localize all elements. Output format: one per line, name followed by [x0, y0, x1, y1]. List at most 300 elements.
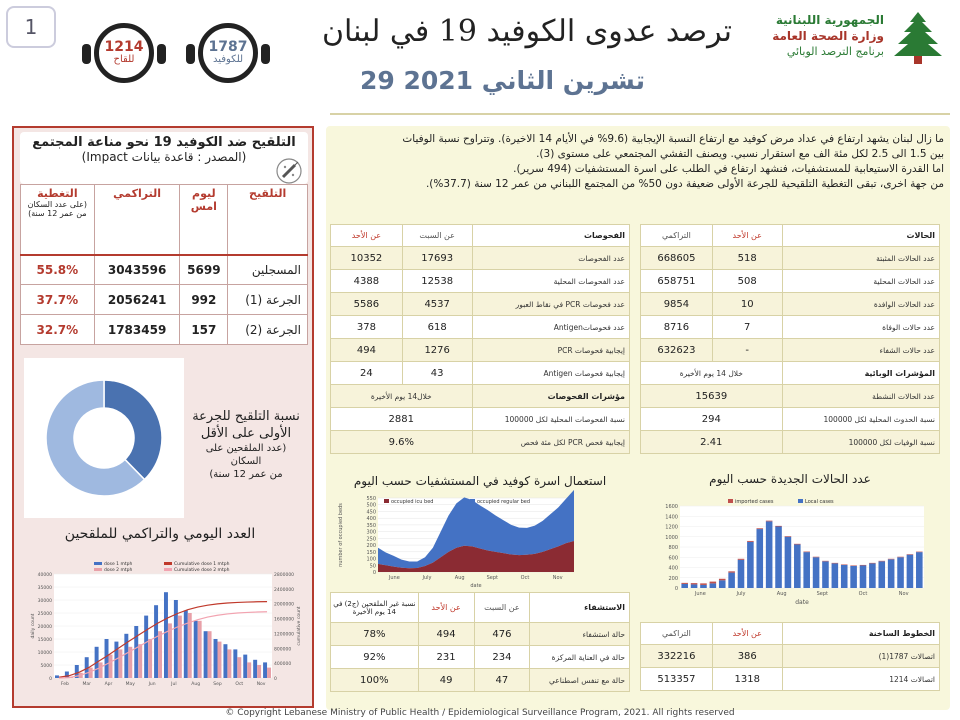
donut-caption-line: نسبة التلقيح للجرعة [192, 409, 300, 424]
bar-local-cases [756, 529, 763, 588]
bar-dose-2 [227, 649, 231, 678]
y-axis-label: number of occupied beds [338, 503, 344, 567]
bar-imported-cases [719, 579, 726, 581]
x-tick-label: Oct [235, 682, 244, 687]
sat-value: 12538 [402, 270, 472, 293]
table-row [331, 408, 630, 431]
y2-axis-label: cumulative count [297, 606, 302, 646]
bar-imported-cases [766, 521, 773, 522]
bar-imported-cases [756, 528, 763, 529]
page-number: 1 [6, 6, 56, 48]
bar-dose-1 [154, 605, 158, 678]
bar-local-cases [747, 542, 754, 588]
table-header-row [331, 225, 630, 247]
bar-local-cases [822, 561, 829, 588]
sat-value: 618 [402, 316, 472, 339]
ministry-line-3: برنامج الترصد الوبائي [786, 45, 884, 58]
bar-dose-1 [263, 662, 267, 678]
table-row [331, 669, 630, 692]
hospitalization-table [330, 592, 630, 692]
x-tick-label: Jun [148, 682, 156, 687]
x-tick-label: July [736, 591, 746, 597]
y-tick-label: 25000 [37, 612, 52, 617]
bar-local-cases [813, 557, 820, 588]
legend-swatch [164, 568, 172, 571]
copyright: © Copyright Lebanese Ministry of Public Health / Epidemiological Surveillance Program, 2021. All rights reserved [225, 708, 735, 718]
cumulative-value: 2056241 [94, 285, 180, 315]
indicator-value: 15639 [641, 385, 783, 408]
syringe-icon [276, 158, 302, 184]
bar-imported-cases [897, 557, 904, 558]
bar-imported-cases [710, 582, 717, 584]
legend-label: Cumulative dose 2 mtph [174, 568, 230, 573]
cedar-logo-icon [892, 10, 944, 66]
column-header: عن الأحد [712, 225, 782, 247]
table-row [641, 645, 940, 668]
y-tick-label: 300 [366, 529, 376, 536]
bar-local-cases [691, 584, 698, 588]
bar-local-cases [888, 559, 895, 588]
bar-dose-1 [55, 675, 59, 678]
y-tick-label: 40000 [37, 573, 52, 578]
x-tick-label: Oct [858, 591, 868, 597]
sat-value: 476 [474, 623, 530, 646]
sat-value: 234 [474, 646, 530, 669]
bar-dose-1 [134, 626, 138, 678]
bar-local-cases [897, 557, 904, 588]
report-date: 29 تشرين الثاني 2021 [360, 66, 645, 95]
ministry-name [772, 12, 884, 60]
x-tick-label: June [388, 575, 400, 581]
ministry-line-1: الجمهورية اللبنانية [775, 13, 884, 27]
column-header: عن السبت [402, 225, 472, 247]
sat-value: 17693 [402, 247, 472, 270]
bar-imported-cases [822, 561, 829, 562]
total-value: 668605 [641, 247, 713, 270]
bar-local-cases [916, 552, 923, 588]
row-label: المسجلين [228, 255, 308, 285]
bar-imported-cases [728, 571, 735, 572]
headset-icon [198, 23, 258, 83]
bar-dose-1 [105, 639, 109, 678]
column-header: عن الأحد [712, 623, 782, 645]
header-divider [330, 113, 950, 115]
bar-dose-1 [253, 660, 257, 678]
daily-vaccination-chart [28, 560, 304, 698]
y-tick-label: 50 [369, 563, 376, 570]
x-tick-label: Apr [104, 682, 113, 687]
table-row [331, 293, 630, 316]
indicators-header-row [641, 362, 940, 385]
x-tick-label: Nov [898, 591, 909, 597]
sat-value: 47 [474, 669, 530, 692]
sun-value: 494 [418, 623, 474, 646]
vaccination-header [20, 132, 308, 184]
total-value: 513357 [641, 668, 713, 691]
x-tick-label: Oct [520, 575, 530, 581]
row-label: حالة استشفاء [530, 623, 630, 646]
bar-dose-2 [267, 668, 271, 678]
row-label: عدد الفحوصات [472, 247, 629, 270]
table-row [331, 316, 630, 339]
pct-value: 100% [331, 669, 419, 692]
total-value: 658751 [641, 270, 713, 293]
bar-imported-cases [747, 541, 754, 542]
bar-imported-cases [813, 557, 820, 558]
bar-local-cases [803, 552, 810, 588]
table-header-row [641, 623, 940, 645]
bar-dose-1 [174, 600, 178, 678]
vaccine-hotline-label: للقاح [113, 54, 135, 65]
indicator-value: 2.41 [641, 431, 783, 454]
bar-imported-cases [850, 565, 857, 566]
vaccine-hotline-badge [82, 20, 166, 86]
daily-value: 5699 [180, 255, 228, 285]
legend-label: occupied regular bed [477, 499, 531, 505]
cumulative-value: 1783459 [94, 315, 180, 345]
bar-imported-cases [907, 554, 914, 555]
daily-value: 992 [180, 285, 228, 315]
bar-dose-2 [218, 642, 222, 678]
today-value: 386 [712, 645, 782, 668]
column-header: عن الأحد [331, 225, 403, 247]
cumulative-value: 3043596 [94, 255, 180, 285]
summary-line: اما القدرة الاستيعابية للمستشفيات، فنشهد ارتفاع في الطلب على اسرة المستشفيات (494 سرير). [513, 163, 944, 175]
y2-tick-label: 1200000 [274, 632, 295, 638]
vaccination-title: التلقيح ضد الكوفيد 19 نحو مناعة المجتمع [32, 135, 296, 150]
row-label: إيجابية فحص PCR لكل مئة فحص [472, 431, 629, 454]
donut-slice [104, 380, 162, 480]
bar-dose-2 [118, 649, 122, 678]
table-header-row [641, 225, 940, 247]
table-header-row [21, 185, 308, 255]
row-label: عدد فحوصات PCR في نقاط العبور [472, 293, 629, 316]
table-header-row [331, 593, 630, 623]
x-tick-label: Nov [552, 575, 563, 581]
table-row [331, 247, 630, 270]
y-tick-label: 5000 [40, 664, 52, 669]
column-header: التراكمي [641, 623, 713, 645]
vaccination-table [20, 184, 308, 345]
x-tick-label: May [125, 682, 135, 687]
bar-dose-1 [194, 621, 198, 678]
y-tick-label: 100 [366, 556, 376, 563]
bar-local-cases [681, 584, 688, 588]
bar-dose-1 [204, 631, 208, 678]
table-row [331, 431, 630, 454]
legend-label: Cumulative dose 1 mtph [174, 562, 230, 567]
bar-imported-cases [738, 559, 745, 560]
sun-value: 49 [418, 669, 474, 692]
indicators-title: مؤشرات الفحوصات [472, 385, 629, 408]
today-value: 1318 [712, 668, 782, 691]
summary-line: ما زال لبنان يشهد ارتفاع في عداد مرض كوفيد مع ارتفاع النسبة الإيجابية (9.6% في الأيام 14 الاخيرة). وتتراوح نسبة الوفيات [402, 133, 944, 145]
sun-value: 24 [331, 362, 403, 385]
bar-dose-2 [158, 631, 162, 678]
sun-value: 5586 [331, 293, 403, 316]
x-tick-label: Sept [816, 591, 829, 597]
column-header: الخطوط الساخنة [782, 623, 939, 645]
bar-dose-1 [214, 639, 218, 678]
column-header: الحالات [782, 225, 939, 247]
bar-imported-cases [794, 544, 801, 545]
bar-imported-cases [803, 552, 810, 553]
y-tick-label: 30000 [37, 599, 52, 604]
bar-local-cases [785, 537, 792, 588]
row-label: اتصالات 1214 [782, 668, 939, 691]
row-label: إيجابية فحوصات Antigen [472, 362, 629, 385]
summary-line: بين 1.5 الى 2.5 لكل مئة الف مع استقرار نسبي. ويصنف التفشي المجتمعي على مستوى (3). [536, 148, 944, 160]
row-label: اتصالات 1787(1) [782, 645, 939, 668]
x-tick-label: Nov [256, 682, 266, 687]
legend-label: occupied icu bed [391, 499, 434, 505]
indicators-period: خلال14 يوم الأخيرة [331, 385, 473, 408]
today-value: 10 [712, 293, 782, 316]
column-header: الفحوصات [472, 225, 629, 247]
y-tick-label: 400 [366, 516, 376, 523]
x-tick-label: Sept [486, 575, 499, 581]
table-row [21, 285, 308, 315]
bar-dose-2 [247, 662, 251, 678]
table-row [641, 270, 940, 293]
y-tick-label: 150 [366, 549, 376, 556]
row-label: عدد الفحوصات المحلية [472, 270, 629, 293]
today-value: 518 [712, 247, 782, 270]
x-tick-label: Jul [171, 682, 177, 687]
donut-caption [192, 408, 300, 481]
total-value: 632623 [641, 339, 713, 362]
column-header [21, 185, 95, 255]
sat-value: 4537 [402, 293, 472, 316]
row-label: عدد حالات الوفاة [782, 316, 939, 339]
x-axis-label: date [470, 583, 482, 589]
y-tick-label: 500 [366, 502, 376, 509]
table-row [641, 339, 940, 362]
x-tick-label: Aug [454, 575, 465, 581]
coverage-value: 55.8% [21, 255, 95, 285]
total-value: 332216 [641, 645, 713, 668]
hospital-bed-chart [334, 490, 580, 590]
bar-imported-cases [775, 526, 782, 527]
bar-imported-cases [700, 583, 707, 585]
row-label: عدد حالات الشفاء [782, 339, 939, 362]
row-label: الجرعة (2) [228, 315, 308, 345]
y-tick-label: 450 [366, 509, 376, 516]
indicator-value: 9.6% [331, 431, 473, 454]
row-label: نسبة الوفيات لكل 100000 [782, 431, 939, 454]
bed-chart-title: استعمال اسرة كوفيد في المستشفيات حسب اليوم [353, 474, 607, 488]
table-row [641, 247, 940, 270]
legend-label: dose 1 mtph [104, 562, 133, 567]
table-row [641, 431, 940, 454]
donut-caption-note: (عدد الملقحين على السكان [205, 443, 287, 467]
sat-value: 43 [402, 362, 472, 385]
y2-tick-label: 2800000 [274, 573, 295, 578]
x-axis-label: date [795, 599, 809, 606]
table-row [641, 385, 940, 408]
y-tick-label: 35000 [37, 586, 52, 591]
ministry-line-2: وزارة الصحة العامة [772, 29, 884, 43]
table-row [21, 255, 308, 285]
bar-imported-cases [681, 583, 688, 584]
bar-imported-cases [841, 564, 848, 565]
legend-swatch [94, 568, 102, 571]
y-tick-label: 200 [366, 543, 376, 550]
donut-caption-line: الأولى على الأقل [200, 426, 292, 441]
covid-hotline-badge [186, 20, 270, 86]
new-cases-chart-title: عدد الحالات الجديدة حسب اليوم [709, 472, 871, 486]
y-tick-label: 250 [366, 536, 376, 543]
x-tick-label: Aug [191, 682, 201, 687]
legend-swatch [798, 499, 803, 503]
y-tick-label: 800 [668, 545, 678, 551]
bar-dose-1 [233, 649, 237, 678]
covid-hotline-number: 1787 [208, 39, 248, 55]
column-header: التراكمي [94, 185, 180, 255]
indicators-header-row [331, 385, 630, 408]
table-row [641, 408, 940, 431]
bar-local-cases [710, 583, 717, 588]
bar-local-cases [738, 560, 745, 588]
today-value: 7 [712, 316, 782, 339]
headset-ear-icon [261, 44, 270, 64]
bar-local-cases [860, 565, 867, 588]
daily-vaccination-title: العدد اليومي والتراكمي للملقحين [64, 526, 256, 542]
y-tick-label: 550 [366, 496, 376, 502]
bar-dose-1 [243, 655, 247, 678]
bar-imported-cases [878, 561, 885, 562]
pct-value: 78% [331, 623, 419, 646]
legend-label: Local cases [805, 499, 834, 505]
bar-dose-2 [148, 639, 152, 678]
summary-text [334, 132, 944, 192]
indicator-value: 294 [641, 408, 783, 431]
bar-local-cases [719, 580, 726, 588]
column-header: عن السبت [474, 593, 530, 623]
new-cases-chart [650, 496, 930, 614]
y-tick-label: 1400 [665, 514, 678, 521]
row-label: نسبة الفحوصات المحلية لكل 100000 [472, 408, 629, 431]
bar-dose-1 [164, 592, 168, 678]
x-tick-label: Aug [776, 591, 787, 597]
bar-dose-2 [138, 644, 142, 678]
y-tick-label: 15000 [37, 638, 52, 643]
vaccination-source: (المصدر : قاعدة بيانات Impact) [81, 150, 247, 164]
total-value: 9854 [641, 293, 713, 316]
bar-imported-cases [832, 563, 839, 564]
table-row [331, 362, 630, 385]
sun-value: 10352 [331, 247, 403, 270]
bar-local-cases [841, 565, 848, 588]
x-tick-label: July [422, 575, 432, 581]
bar-local-cases [907, 555, 914, 588]
sun-value: 4388 [331, 270, 403, 293]
column-header: الاستشفاء [530, 593, 630, 623]
row-label: حالة في العناية المركزة [530, 646, 630, 669]
y2-tick-label: 2000000 [274, 602, 295, 608]
y-tick-label: 0 [372, 570, 376, 576]
daily-value: 157 [180, 315, 228, 345]
page-title: ترصد عدوى الكوفيد 19 في لبنان [321, 14, 732, 49]
coverage-note: (على عدد السكان من عمر 12 سنة) [27, 200, 88, 218]
column-header: التراكمي [641, 225, 713, 247]
y2-tick-label: 800000 [274, 647, 292, 653]
y-tick-label: 0 [49, 677, 52, 682]
covid-hotline-label: للكوفيد [212, 54, 244, 65]
x-tick-label: Feb [60, 682, 69, 687]
bar-dose-2 [198, 621, 202, 678]
bar-imported-cases [691, 583, 698, 584]
summary-line: من جهة اخرى، تبقى التغطية التلقيحية للجرعة الأولى ضعيفة دون 50% من المجتمع اللبناني من عمر 12 سنة (37.7%). [425, 178, 944, 190]
bar-local-cases [869, 563, 876, 588]
bar-dose-2 [237, 657, 241, 678]
indicators-title: المؤشرات الوبائية [782, 362, 939, 385]
bar-dose-1 [223, 644, 227, 678]
bar-imported-cases [860, 565, 867, 566]
pct-value: 92% [331, 646, 419, 669]
y-tick-label: 10000 [37, 651, 52, 656]
y2-tick-label: 0 [274, 677, 277, 682]
donut-caption-note: من عمر 12 سنة) [209, 469, 283, 480]
y-tick-label: 0 [674, 586, 678, 592]
bar-dose-2 [99, 662, 103, 678]
y-tick-label: 1200 [665, 524, 678, 531]
hotlines-table [640, 622, 940, 691]
column-header: نسبة غير الملقحين (ج2) في 14 يوم الأخيرة [331, 593, 419, 623]
headset-ear-icon [186, 44, 195, 64]
row-label: نسبة الحدوث المحلية لكل 100000 [782, 408, 939, 431]
bar-local-cases [878, 561, 885, 588]
bar-imported-cases [888, 559, 895, 560]
row-label: عدد الحالات النشطة [782, 385, 939, 408]
legend-label: imported cases [735, 499, 774, 505]
headset-icon [94, 23, 154, 83]
bar-dose-1 [144, 616, 148, 678]
bar-dose-1 [124, 634, 128, 678]
legend-swatch [384, 499, 389, 503]
y-tick-label: 600 [668, 555, 678, 562]
y-tick-label: 20000 [37, 625, 52, 630]
table-row [331, 270, 630, 293]
bar-local-cases [766, 521, 773, 588]
y2-tick-label: 2400000 [274, 587, 295, 593]
coverage-value: 37.7% [21, 285, 95, 315]
legend-swatch [728, 499, 733, 503]
table-row [331, 623, 630, 646]
row-label: عدد الحالات الوافدة [782, 293, 939, 316]
today-value: - [712, 339, 782, 362]
bar-dose-2 [109, 655, 113, 678]
row-label: حالة مع تنفس اصطناعي [530, 669, 630, 692]
legend-swatch [94, 562, 102, 565]
y-tick-label: 1600 [665, 504, 678, 510]
vaccine-hotline-number: 1214 [104, 39, 144, 55]
row-label: عدد فحوصاتAntigen [472, 316, 629, 339]
donut-slice-label: 12y+: at least 1 dose 37.7% [124, 366, 174, 383]
bar-dose-1 [65, 672, 69, 679]
table-row [21, 315, 308, 345]
y-tick-label: 400 [668, 565, 678, 572]
headset-ear-icon [82, 44, 91, 64]
legend-swatch [164, 562, 172, 565]
bar-dose-2 [208, 631, 212, 678]
table-row [331, 339, 630, 362]
row-label: إيجابية فحوصات PCR [472, 339, 629, 362]
x-tick-label: Mar [82, 682, 91, 687]
bar-imported-cases [916, 552, 923, 553]
indicator-value: 2881 [331, 408, 473, 431]
indicators-period: خلال 14 يوم الأخيرة [641, 362, 783, 385]
